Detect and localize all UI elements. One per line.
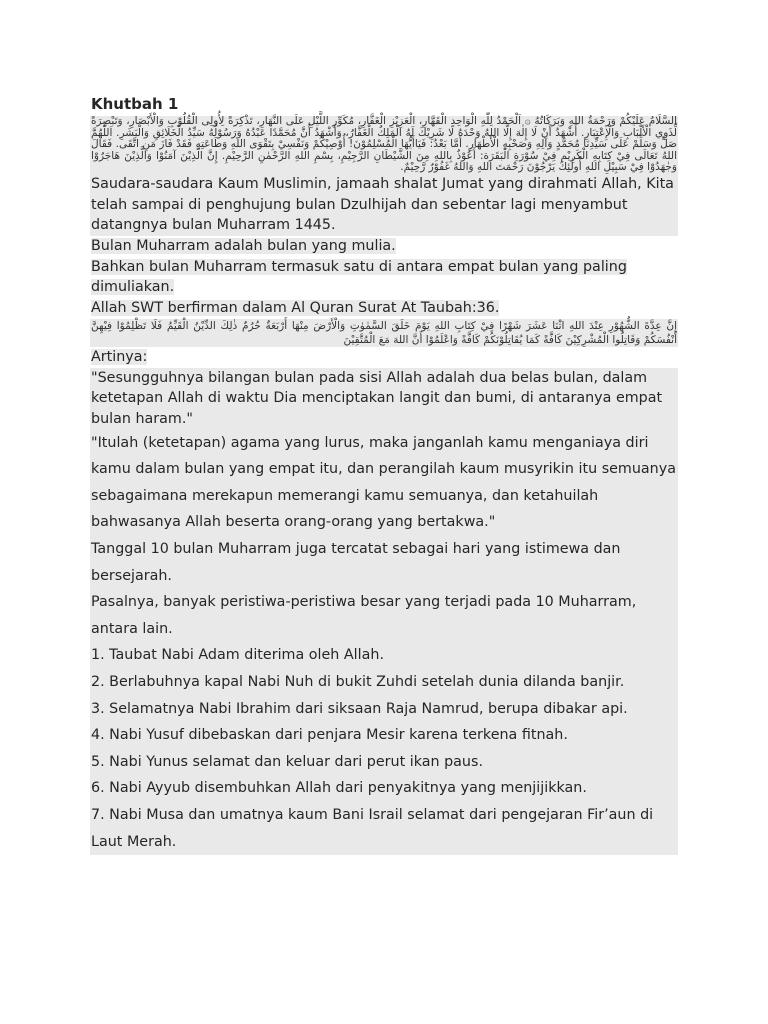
artinya-label: Artinya: bbox=[91, 348, 148, 365]
document-body bbox=[90, 92, 678, 855]
arabic-ayat-text: إِنَّ عِدَّةَ الشُّهُوْرِ عِنْدَ اللهِ اثْنَا عَشَرَ شَهْرًا فِيْ كِتَابِ اللهِ يَوْمَ خَلَقَ السَّمٰوٰتِ وَالْأَرْضَ مِنْهَا أَرْبَعَةٌ حُرُمٌ ذٰلِكَ الدِّيْنُ الْقَيِّمُ فَلَا تَظْلِمُوْا فِيْهِنَّ أَنْفُسَكُمْ وَقَاتِلُوا الْمُشْرِكِيْنَ كَافَّةً كَمَا يُقَاتِلُوْنَكُمْ كَافَّةً وَاعْلَمُوْا أَنَّ اللهَ مَعَ الْمُتَّقِيْنَ bbox=[91, 319, 677, 346]
list-item: 4. Nabi Yusuf dibebaskan dari penjara Mesir karena terkena fitnah. bbox=[91, 727, 568, 744]
document-title: Khutbah 1 bbox=[91, 95, 179, 113]
paragraph-at-taubah: Allah SWT berfirman dalam Al Quran Surat At Taubah:36. bbox=[91, 300, 500, 317]
paragraph-peristiwa: Pasalnya, banyak peristiwa-peristiwa besar yang terjadi pada 10 Muharram, antara lain. bbox=[90, 589, 678, 642]
translation-part-2: "Itulah (ketetapan) agama yang lurus, maka janganlah kamu menganiaya diri kamu dalam bulan yang empat itu, dan perangilah kaum musyrikin itu semuanya sebagaimana merekapun memerangi kamu semuanya, dan ketahuilah bahwasanya Allah beserta orang-orang yang bertakwa." bbox=[90, 430, 678, 536]
paragraph-intro: Saudara-saudara Kaum Muslimin, jamaah shalat Jumat yang dirahmati Allah, Kita telah sampai di penghujung bulan Dzulhijah dan sebentar lagi menyambut datangnya bulan Muharram 1445. bbox=[90, 174, 678, 236]
list-item: 7. Nabi Musa dan umatnya kaum Bani Israil selamat dari pengejaran Fir’aun di Laut Merah. bbox=[91, 807, 654, 850]
list-item: 5. Nabi Yunus selamat dan keluar dari perut ikan paus. bbox=[91, 753, 483, 770]
paragraph-empat-bulan: Bahkan bulan Muharram termasuk satu di antara empat bulan yang paling dimuliakan. bbox=[91, 258, 627, 296]
list-item: 3. Selamatnya Nabi Ibrahim dari siksaan Raja Namrud, berupa dibakar api. bbox=[91, 700, 628, 717]
paragraph-tanggal-10: Tanggal 10 bulan Muharram juga tercatat sebagai hari yang istimewa dan bersejarah. bbox=[90, 536, 678, 589]
list-item: 1. Taubat Nabi Adam diterima oleh Allah. bbox=[91, 647, 384, 664]
list-item: 2. Berlabuhnya kapal Nabi Nuh di bukit Zuhdi setelah dunia dilanda banjir. bbox=[91, 674, 625, 691]
paragraph-muharram-mulia: Bulan Muharram adalah bulan yang mulia. bbox=[91, 238, 396, 255]
list-item: 6. Nabi Ayyub disembuhkan Allah dari penyakitnya yang menjijikkan. bbox=[91, 780, 587, 797]
translation-part-1: "Sesungguhnya bilangan bulan pada sisi Allah adalah dua belas bulan, dalam ketetapan Allah di waktu Dia menciptakan langit dan bumi, di antaranya empat bulan haram." bbox=[90, 368, 678, 430]
event-list bbox=[90, 642, 678, 855]
arabic-opening-text: السَّلَامُ عَلَيْكُمْ وَرَحْمَةُ اللهِ وَبَرَكَاتُهُ ۞ اَلْحَمْدُ لِلّٰهِ الْوَاحِدِ الْقَهَّارِ، الْعَزِيْزِ الْغَفَّارِ، مُكَوِّرِ اللَّيْلِ عَلَى النَّهَارِ، تَذْكِرَةً لِأُولِى الْقُلُوْبِ وَالْأَبْصَارِ، وَتَبْصِرَةً لِّذَوِي الْأَلْبَابِ وَالْإِعْتِبَارِ. أَشْهَدُ أَنْ لَا إِلٰهَ إِلَّا اللهُ وَحْدَهُ لَا شَرِيْكَ لَهُ الْمَلِكُ الْغَفَّارُ، وَأَشْهَدُ أَنَّ مُحَمَّدًا عَبْدُهُ وَرَسُوْلُهُ سَيِّدُ الْخَلَائِقِ وَالْبَشَرِ. اَللّٰهُمَّ صَلِّ وَسَلِّمْ عَلَى سَيِّدِنَا مُحَمَّدٍ وَآلِهِ وَصَحْبِهِ الْأَطْهَارِ. أَمَّا بَعْدُ: فَيَاأَيُّهَا الْمُسْلِمُوْنَ! أُوْصِيْكُمْ وَنَفْسِيْ بِتَقْوَى اللهِ وَطَاعَتِهِ فَقَدْ فَازَ مَنِ اتَّقَى. فَقَالَ اللهُ تَعَالَى فِيْ كِتَابِهِ الْكَرِيْمِ فِيْ سُوْرَةِ الْبَقَرَة: أَعُوْذُ بِاللهِ مِنَ الشَّيْطَانِ الرَّجِيْمِ، بِسْمِ اللهِ الرَّحْمٰنِ الرَّحِيْمِ. إِنَّ الَّذِيْنَ آمَنُوْا وَالَّذِيْنَ هَاجَرُوْا وَجٰهَدُوْا فِيْ سَبِيْلِ اللهِ أُولٰئِكَ يَرْجُوْنَ رَحْمَتَ اللهِ وَاللهُ غَفُوْرٌ رَّحِيْمٌ. bbox=[91, 115, 677, 174]
